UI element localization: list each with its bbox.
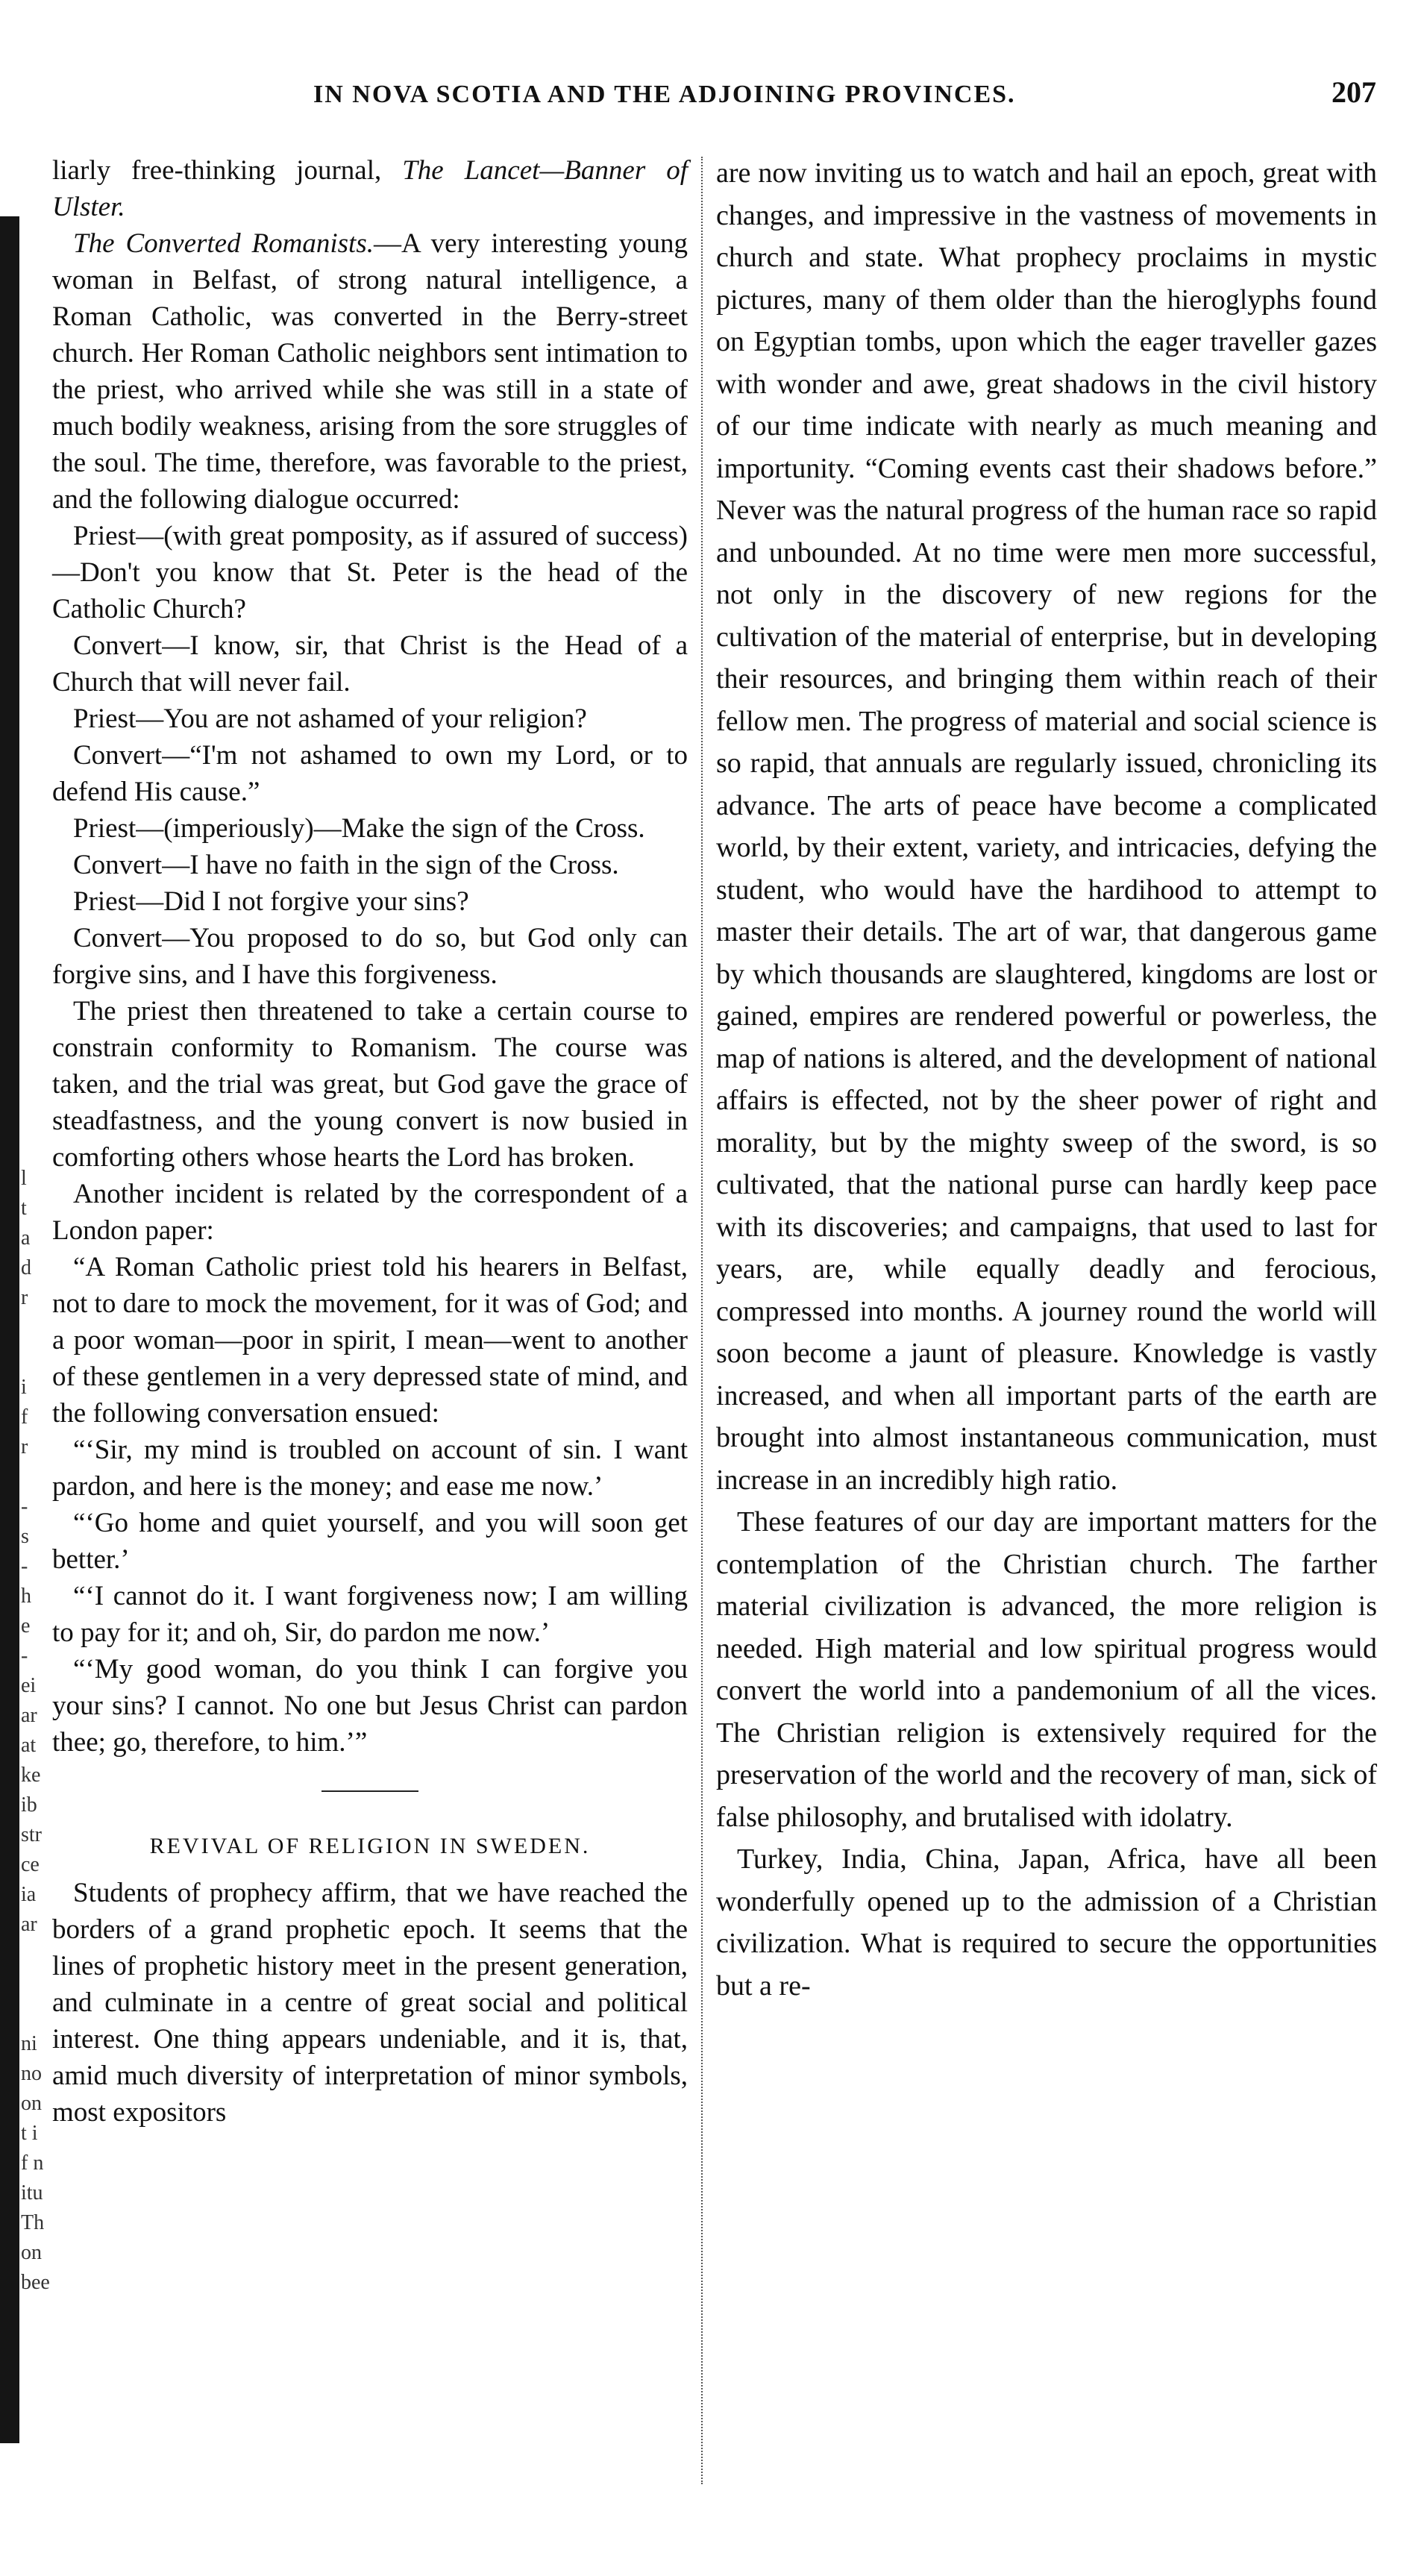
dialogue-line: Convert—“I'm not ashamed to own my Lord, or to defend His cause.” [52,740,688,807]
gutter-fragment: l [21,1167,27,1190]
paragraph [52,152,688,225]
gutter-fragment: r [21,1435,28,1458]
gutter-fragment: t [21,1197,27,1220]
gutter-fragment: - [21,1555,28,1578]
gutter-fragment: i [21,1376,27,1399]
gutter-fragment [21,1313,51,1343]
gutter-fragment [21,1343,51,1373]
quotation: “‘My good woman, do you think I can forgive you your sins? I cannot. No one but Jesus Christ can pardon thee; go, therefore, to him.’” [52,1654,688,1758]
dialogue-line: Convert—I know, sir, that Christ is the Head of a Church that will never fail. [52,630,688,698]
gutter-fragment [21,1999,51,2029]
gutter-fragment: d [21,1256,31,1279]
paragraph: Turkey, India, China, Japan, Africa, have all been wonderfully opened up to the admission of a Christian civilization. What is required to secure the opportunities but a re- [716,1843,1377,2002]
paragraph-text: liarly free-thinking journal, [52,155,403,186]
dialogue-line: Convert—You proposed to do so, but God only can forgive sins, and I have this forgiveness. [52,923,688,990]
gutter-fragment [21,1940,51,1969]
dialogue-line: Convert—I have no faith in the sign of the Cross. [73,850,619,880]
gutter-fragment: str [21,1823,42,1846]
gutter-fragment: on [21,2092,42,2115]
gutter-fragment: a [21,1226,31,1250]
dialogue-line: Priest—(with great pomposity, as if assured of success)—Don't you know that St. Peter is the head of the Catholic Church? [52,521,688,624]
paragraph: The priest then threatened to take a certain course to constrain conformity to Romanism. The course was taken, and the trial was great, but God gave the grace of steadfastness, and the young convert is now busied in comforting others whose hearts the Lord has broken. [52,996,688,1173]
paragraph: are now inviting us to watch and hail an epoch, great with changes, and impressive in the vastness of movements in church and state. What prophecy proclaims in mystic pictures, many of them older than the hieroglyphs found on Egyptian tombs, upon which the eager traveller gazes with wonder and awe, great shadows in the civil history of our time indicate with nearly as much meaning and importunity. “Coming events cast their shadows before.” Never was the natural progress of the human race so rapid and unbounded. At no time were men more successful, not only in the discovery of new regions for the cultivation of the material of enterprise, but in developing their resources, and bringing them within reach of their fellow men. The progress of material and social science is so rapid, that annuals are regularly issued, chronicling its advance. The arts of peace have become a complicated world, by their extent, variety, and intricacies, defying the student, who would have the hardihood to attempt to master their details. The art of war, that dangerous game by which thousands are slaughtered, kingdoms are lost or gained, empires are rendered powerful or powerless, the map of nations is altered, and the development of national affairs is effected, not by the sheer power of right and morality, but by the mighty sweep of the sword, is so cultivated, that the national purse can hardly keep pace with its discoveries; and campaigns, that used to last for years, are, while equally deadly and ferocious, compressed into months. A journey round the world will soon become a jaunt of pleasure. Knowledge is vastly increased, and when all important parts of the earth are brought into almost instantaneous communication, must increase in an incredibly high ratio. [716,157,1377,1496]
dialogue-line: Priest—Did I not forgive your sins? [73,886,469,917]
gutter-fragment: t i [21,2122,38,2145]
gutter-fragment: r [21,1286,28,1309]
running-title: IN NOVA SCOTIA AND THE ADJOINING PROVINCES. [313,81,1016,108]
quotation: “‘I cannot do it. I want forgiveness now; I am willing to pay for it; and oh, Sir, do pardon me now.’ [52,1581,688,1648]
article-title: The Converted Romanists. [73,228,374,259]
paragraph: Another incident is related by the correspondent of a London paper: [52,1179,688,1246]
binding-shadow [0,216,19,2443]
gutter-fragment: ar [21,1913,37,1936]
gutter-fragment: itu [21,2181,43,2204]
gutter-fragment: ia [21,1883,37,1906]
paragraph: These features of our day are important matters for the contemplation of the Christian church. The farther material civilization is advanced, the more religion is needed. High material and low spiritual progress would convert the world into a pandemonium of all the vices. The Christian religion is extensively required for the preservation of the world and the recovery of man, sick of false philosophy, and brutalised with idolatry. [716,1506,1377,1833]
gutter-fragment: ar [21,1704,37,1727]
dialogue-line: Priest—You are not ashamed of your religion? [73,703,587,734]
gutter-fragment: bee [21,2271,50,2294]
dialogue-line: Priest—(imperiously)—Make the sign of the Cross. [73,813,645,844]
facing-page-text-fragments [21,1164,51,2469]
page-number: 207 [1331,75,1376,109]
quotation: “‘Go home and quiet yourself, and you will soon get better.’ [52,1508,688,1575]
paragraph [52,225,688,518]
gutter-fragment: - [21,1495,28,1518]
gutter-fragment: ni [21,2032,37,2055]
source-citation: The Lancet—Banner of Ulster. [52,155,688,222]
gutter-fragment: f [21,1405,28,1429]
paragraph-text: —A very interesting young woman in Belfast, of strong natural intelligence, a Roman Catholic, was converted in the Berry-street church. Her Roman Catholic neighbors sent intimation to the priest, who arrived while she was still in a state of much bodily weakness, arising from the sore struggles of the soul. The time, therefore, was favorable to the priest, and the following dialogue occurred: [52,228,688,515]
gutter-fragment [21,1969,51,1999]
gutter-fragment: f n [21,2152,44,2175]
gutter-fragment [21,1462,51,1492]
gutter-fragment: no [21,2062,42,2085]
section-heading: REVIVAL OF RELIGION IN SWEDEN. [149,1834,591,1858]
gutter-fragment: Th [21,2211,45,2234]
gutter-fragment: - [21,1644,28,1667]
gutter-fragment: h [21,1585,31,1608]
paragraph: Students of prophecy affirm, that we have reached the borders of a grand prophetic epoch. It seems that the lines of prophetic history meet in the present generation, and culminate in a centre of great social and political interest. One thing appears undeniable, and it is, that, amid much diversity of interpretation of minor symbols, most expositors [52,1878,688,2128]
gutter-fragment: on [21,2241,42,2264]
right-column [716,152,1377,2007]
section-divider [321,1790,418,1792]
column-divider [701,157,703,2484]
left-column [52,152,688,2131]
quotation: “A Roman Catholic priest told his hearers in Belfast, not to dare to mock the movement, for it was of God; and a poor woman—poor in spirit, I mean—went to another of these gentlemen in a very depressed state of mind, and the following conversation ensued: [52,1252,688,1429]
gutter-fragment: e [21,1614,31,1638]
gutter-fragment: at [21,1734,37,1757]
gutter-fragment: ke [21,1764,41,1787]
gutter-fragment: s [21,1525,29,1548]
quotation: “‘Sir, my mind is troubled on account of sin. I want pardon, and here is the money; and ease me now.’ [52,1435,688,1502]
gutter-fragment: ce [21,1853,40,1876]
gutter-fragment: ei [21,1674,37,1697]
gutter-fragment: ib [21,1793,37,1817]
